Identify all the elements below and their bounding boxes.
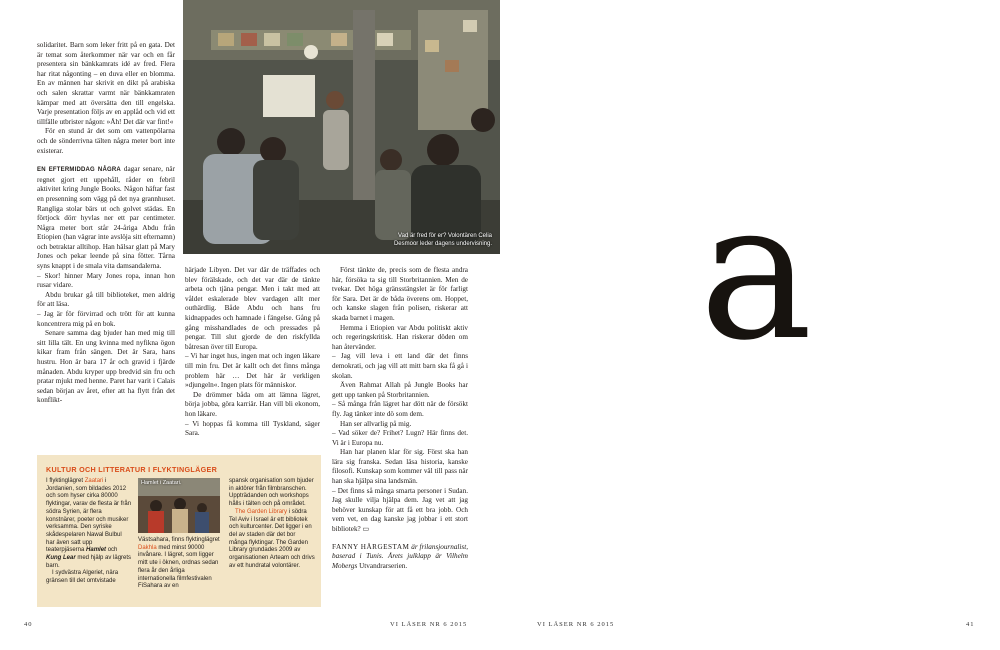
paragraph: Abdu brukar gå till biblioteket, men aldrig för att läsa.: [37, 290, 175, 309]
page-number-right: 41: [966, 621, 975, 628]
photo-caption: Vad är fred för er? Volontären Celia Desmoor leder dagens undervisning.: [393, 233, 492, 247]
author-name: FANNY HÄRGESTAM: [332, 542, 410, 551]
paragraph: De drömmer båda om att lämna lägret, börja jobba, göra karriär. Han vill bli ekonom, hon läkare.: [185, 390, 320, 418]
sidebar-box-title: KULTUR OCH LITTERATUR I FLYKTINGLÄGER: [46, 465, 218, 474]
paragraph: Senare samma dag bjuder han med mig till sitt lilla tält. En ung kvinna med nyfikna ögon kikar fram från sängen. Det är Sara, hans hustru. Hon är bara 17 år och gravid i fjärde månaden. Abdu kryper upp bredvid sin fru och pratar mjukt med henne. Paret har varit i Calais sedan början av året, efter att ha flytt från det konflikt-: [37, 329, 175, 405]
hamlet-photo-image: [138, 478, 220, 533]
paragraph: härjade Libyen. Det var där de träffades och blev förälskade, och det var där de tänkte arbeta och tjäna pengar. Men i takt med att våldet eskalerade blev vardagen allt mer outhärdlig. Både Abdu och hans fru kidnappades och hamnade i fängelse. Gång på gång misshandlades de och pressades på pengar. Till slut gjorde de den riskfyllda båtresan över till Europa.: [185, 266, 320, 351]
page-number-left: 40: [24, 621, 33, 628]
paragraph: Först tänkte de, precis som de flesta andra här, försöka ta sig till Storbritannien. Men de tvekar. Det höga gränsstängslet är för farligt för Sara. Det är de båda överens om. Hoppet, och kanske slagen från polisen, riskerar att skada barnet i magen.: [332, 266, 468, 322]
text-column-3: [332, 266, 468, 571]
sidebar-column-1: [46, 478, 132, 586]
running-footer-right: VI LÄSER NR 6 2015: [537, 621, 615, 628]
paragraph: – Vi hoppas få komma till Tyskland, säger Sara.: [185, 419, 320, 438]
sidebar-paragraph: I sydvästra Algeriet, nära gränsen till det omtvistade: [46, 570, 119, 585]
sidebar-paragraph: Västsahara, finns flyktinglägret Dakhla med minst 90000 invånare. I lägret, som ligger mitt ute i öknen, ordnas sedan flera år den årliga internationella filmfestivalen FiSahara av en: [138, 537, 220, 590]
section-paragraph: EN EFTERMIDDAG NÅGRA dagar senare, när regnet gjort ett uppehåll, råder en febril aktivitet kring Jungle Books. Någon häftar fast en presenning som vägg på det nya grannhuset. Rangliga stolar bärs ut och golvet städas. En förtjock dörr hyvlas ner ett par centimeter. Några meter bort står 24-åriga Abdu från Etiopien (han vägrar inte avslöja sitt efternamn) och betraktar alltihop. Han hälsar glatt på Mary Jones och pekar leende på sina fötter. Tårna syns knappt i de smala vita damsandalerna.: [37, 165, 176, 271]
sidebar-paragraph: I flyktinglägret Zaatari i Jordanien, som bildades 2012 och som hyser cirka 80000 flyktingar, varav de flesta är från södra Syrien, är flera konstnärer, poeter och musiker verksamma. Den syriske skådespelaren Nawal Bulbul har även satt upp teaterpjäserna Hamlet och Kung Lear med hjälp av lägrets barn.: [46, 478, 132, 569]
classroom-photo-image: [183, 0, 500, 254]
paragraph: Han ser allvarlig på mig.: [340, 419, 412, 428]
text-column-2: [185, 266, 320, 439]
sidebar-paragraph: spansk organisation som bjuder in aktörer från filmbranschen. Uppträdanden och workshops hålls i tälten och på området.: [229, 478, 314, 508]
paragraph: – Vad söker de? Frihet? Lugn? Här finns det. Vi är i Europa nu.: [332, 429, 468, 447]
paragraph: För en stund är det som om vattenpölarna och de sönderrivna tälten några meter bort inte existerar.: [37, 127, 175, 155]
paragraph: – Vi har inget hus, ingen mat och ingen läkare till min fru. Det är kallt och det finns många problem här … Det här är verkligen »djungeln«. Ingen plats för människor.: [185, 352, 320, 390]
paragraph: Han har planen klar för sig. Först ska han lära sig franska. Sedan läsa historia, kanske filosofi. Kunskap som kommer väl till pass när han ska hjälpa sina landsmän.: [332, 448, 468, 486]
classroom-photo: [183, 0, 500, 254]
running-footer-left: VI LÄSER NR 6 2015: [390, 621, 468, 628]
hamlet-photo-caption: Hamlet i Zaatari.: [141, 480, 182, 486]
paragraph: Hemma i Etiopien var Abdu politiskt aktiv och regeringskritisk. Han riskerar döden om han återvänder.: [332, 323, 468, 351]
paragraph: – Det finns så många smarta personer i Sudan. Jag skulle vilja hjälpa dem. Jag vet att jag behöver kunskap för att få ett bra jobb. Och vem vet, en dag kanske jag jobbar i ett stort bibliotek? ▭: [332, 486, 468, 534]
paragraph: – Så många från lägret har dött när de försökt fly. Jag tänker inte dö som dem.: [332, 400, 468, 418]
paragraph: Även Rahmat Allah på Jungle Books har gett upp tanken på Storbritannien.: [332, 381, 468, 399]
sidebar-paragraph: The Garden Library i södra Tel Aviv i Israel är ett bibliotek och kulturcenter. Det ligger i en del av staden där det bor många flyktingar. The Garden Library grundades 2009 av organisationen Arteam och drivs av ett hundratal volontärer.: [229, 508, 315, 569]
sidebar-column-3: [229, 478, 315, 570]
paragraph: – Skor! hinner Mary Jones ropa, innan hon rusar vidare.: [37, 271, 175, 290]
hamlet-photo: [138, 478, 220, 533]
paragraph: – Jag är för förvirrad och trött för att kunna koncentrera mig på en bok.: [37, 310, 175, 328]
highlight-zaatari: Zaatari: [84, 478, 104, 484]
decorative-initial: a: [699, 161, 813, 382]
paragraph: solidaritet. Barn som leker fritt på en gata. Det är temat som återkommer när var och en får presentera sin bänkkamrats idé av fred. Flera har ritat någonting – en duva eller en blomma. En av männen har skrivit en dikt på arabiska och salen skrattar varmt när bänkkamraten kämpar med att översätta den till engelska. Varje presentation följs av en applåd och vid ett tillfälle utbrister någon: »Åh! Det där var fint!«: [37, 41, 175, 126]
sidebar-box: [37, 455, 321, 607]
text-column-1: [37, 41, 175, 406]
sidebar-column-2: [138, 537, 220, 591]
highlight-dakhla: Dakhla: [138, 544, 157, 551]
author-bio: FANNY HÄRGESTAM är frilansjournalist, baserad i Tunis. Årets julklapp är Vilhelm Mobergs Utvandrarserien.: [332, 542, 469, 570]
paragraph: – Jag vill leva i ett land där det finns demokrati, och jag vill att mitt barn ska få gå i skolan.: [332, 352, 468, 380]
section-lead-in: EN EFTERMIDDAG NÅGRA: [37, 167, 121, 174]
highlight-garden-library: The Garden Library: [235, 508, 288, 515]
